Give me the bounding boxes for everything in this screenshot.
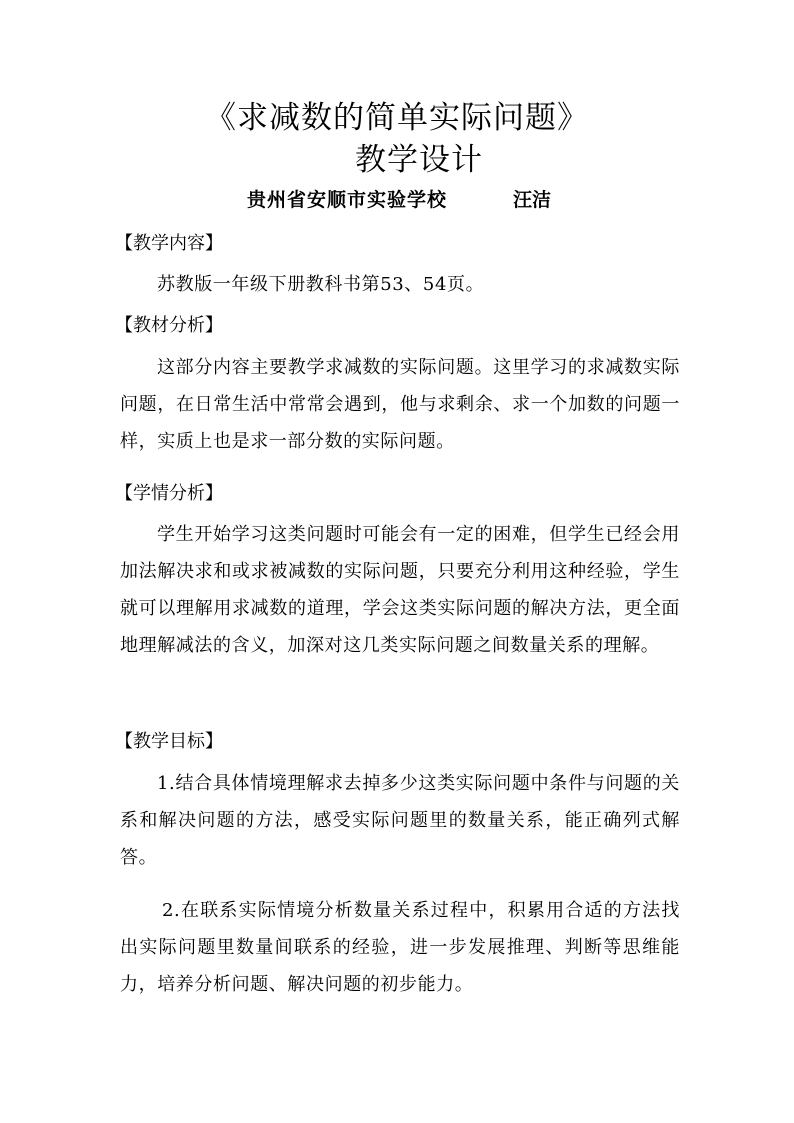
paragraph-material-analysis: 这部分内容主要教学求减数的实际问题。这里学习的求减数实际问题，在日常生活中常常会遇到，他与求剩余、求一个加数的问题一样，实质上也是求一部分数的实际问题。: [120, 357, 680, 452]
heading-material-analysis: 【教材分析】: [115, 315, 223, 336]
goal-item-1: 1.结合具体情境理解求去掉多少这类实际问题中条件与问题的关系和解决问题的方法，感受实际问题里的数量关系，能正确列式解答。: [120, 773, 680, 868]
author-name: 汪洁: [513, 189, 552, 211]
document-title-line1: 《求减数的简单实际问题》: [205, 100, 589, 136]
heading-teaching-content: 【教学内容】: [115, 233, 223, 254]
goal-item-2: 2.在联系实际情境分析数量关系过程中，积累用合适的方法找出实际问题里数量间联系的经验，进一步发展推理、判断等思维能力，培养分析问题、解决问题的初步能力。: [120, 900, 680, 995]
heading-student-analysis: 【学情分析】: [115, 483, 223, 504]
heading-teaching-goals: 【教学目标】: [115, 731, 223, 752]
paragraph-teaching-content: 苏教版一年级下册教科书第53、54页。: [157, 274, 485, 295]
author-line: [247, 186, 551, 214]
document-title-line2: 教学设计: [355, 142, 483, 178]
paragraph-student-analysis: 学生开始学习这类问题时可能会有一定的困难，但学生已经会用加法解决求和或求被减数的实际问题，只要充分利用这种经验，学生就可以理解用求减数的道理，学会这类实际问题的解决方法，更全面地理解减法的含义，加深对这几类实际问题之间数量关系的理解。: [120, 524, 680, 656]
school-name: 贵州省安顺市实验学校: [247, 189, 448, 211]
